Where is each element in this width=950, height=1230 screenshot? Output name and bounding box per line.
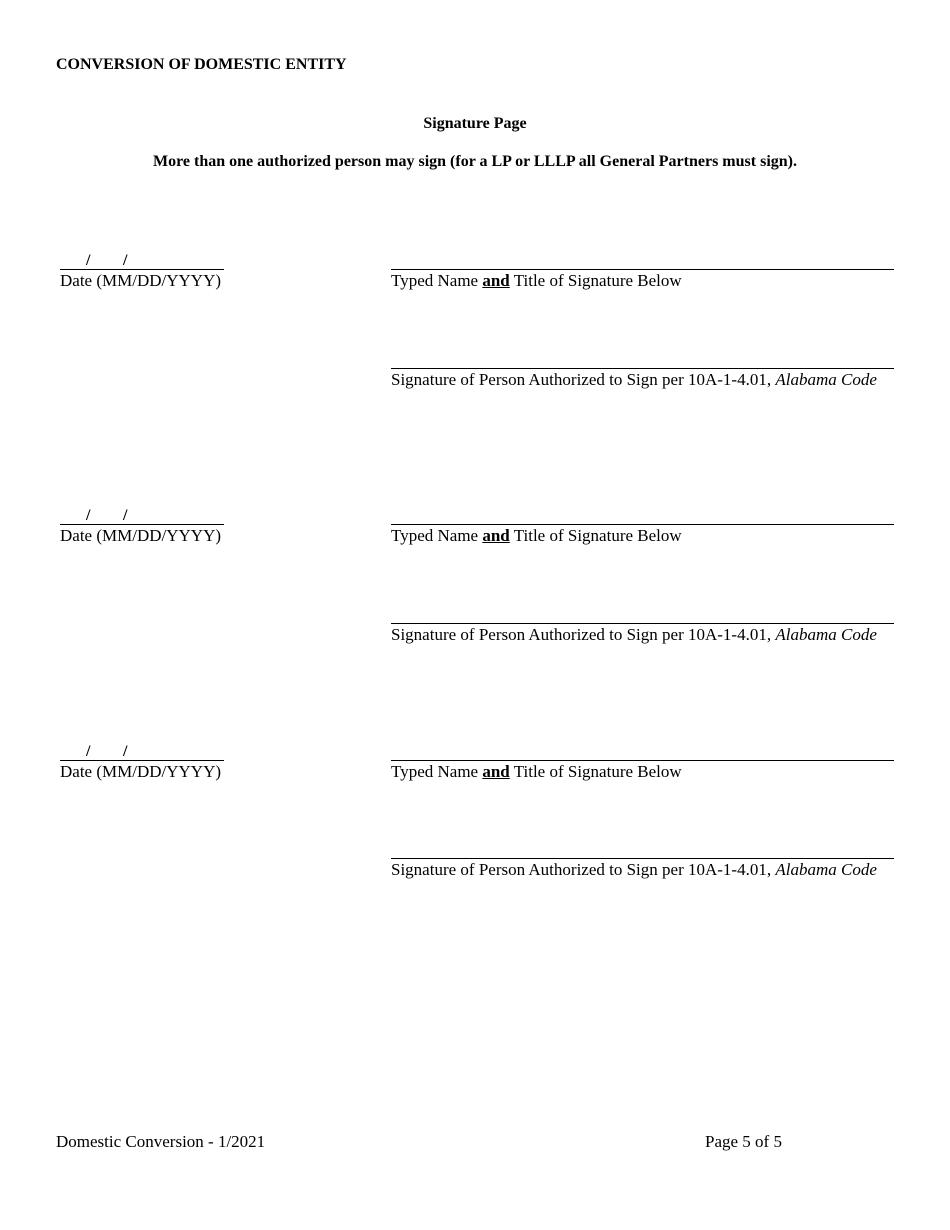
date-field-1[interactable] [60, 269, 224, 270]
signature-label: Signature of Person Authorized to Sign per 10A-1-4.01, Alabama Code [391, 625, 877, 644]
date-slash: / [86, 743, 91, 760]
signature-label: Signature of Person Authorized to Sign per 10A-1-4.01, Alabama Code [391, 370, 877, 389]
signature-label: Signature of Person Authorized to Sign per 10A-1-4.01, Alabama Code [391, 860, 877, 879]
typed-name-field-3[interactable] [391, 760, 894, 761]
signature-field-2[interactable] [391, 623, 894, 624]
signature-field-1[interactable] [391, 368, 894, 369]
date-label: Date (MM/DD/YYYY) [60, 526, 222, 545]
signature-instructions: More than one authorized person may sign (for a LP or LLLP all General Partners must sign). [153, 153, 797, 170]
document-header-title: CONVERSION OF DOMESTIC ENTITY [56, 56, 347, 73]
date-slash: / [86, 252, 91, 269]
date-field-2[interactable] [60, 524, 224, 525]
typed-name-label: Typed Name and Title of Signature Below [391, 271, 682, 290]
date-slash: / [123, 743, 128, 760]
date-slash: / [123, 252, 128, 269]
typed-name-field-2[interactable] [391, 524, 894, 525]
date-slash: / [123, 507, 128, 524]
typed-name-label: Typed Name and Title of Signature Below [391, 526, 682, 545]
date-field-3[interactable] [60, 760, 224, 761]
signature-page-title: Signature Page [423, 115, 527, 132]
date-label: Date (MM/DD/YYYY) [60, 271, 222, 290]
typed-name-label: Typed Name and Title of Signature Below [391, 762, 682, 781]
footer-form-version: Domestic Conversion - 1/2021 [56, 1132, 266, 1151]
signature-field-3[interactable] [391, 858, 894, 859]
date-slash: / [86, 507, 91, 524]
footer-page-number: Page 5 of 5 [705, 1132, 782, 1151]
typed-name-field-1[interactable] [391, 269, 894, 270]
date-label: Date (MM/DD/YYYY) [60, 762, 222, 781]
